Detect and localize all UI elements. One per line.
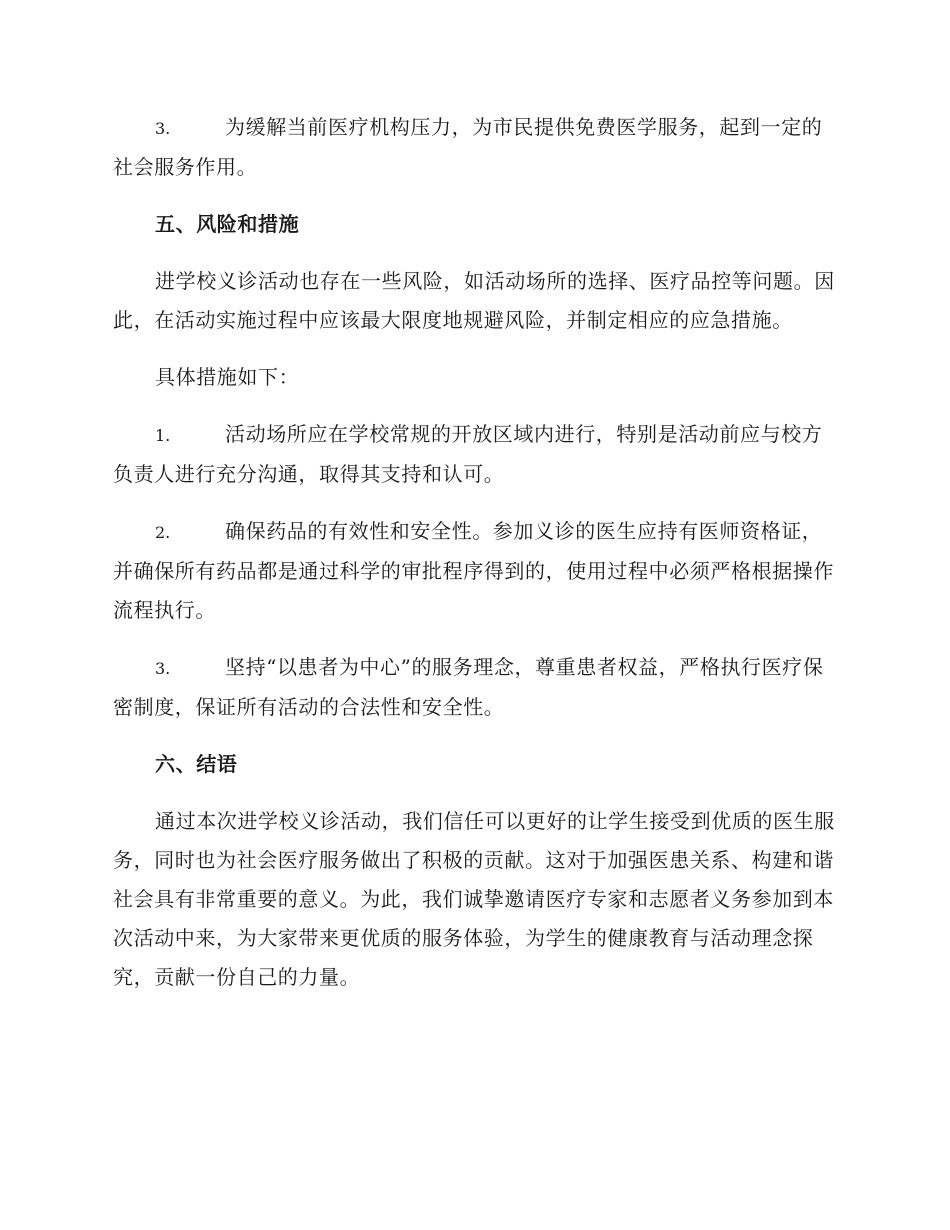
document-body	[113, 108, 835, 1015]
paragraph-measures-label: 具体措施如下：	[155, 365, 300, 389]
list-item-number: 3.	[155, 119, 171, 138]
paragraph-conclusion: 通过本次进学校义诊活动，我们信任可以更好的让学生接受到优质的医生服务，同时也为社会医疗服务做出了积极的贡献。这对于加强医患关系、构建和谐社会具有非常重要的意义。为此，我们诚挚邀请医疗专家和志愿者义务参加到本次活动中来，为大家带来更优质的服务体验，为学生的健康教育与活动理念探究，贡献一份自己的力量。	[113, 809, 835, 989]
list-item-number: 3.	[155, 659, 171, 678]
list-item	[113, 512, 835, 630]
list-item	[113, 108, 835, 187]
list-item	[113, 415, 835, 494]
list-item-text: 为缓解当前医疗机构压力，为市民提供免费医学服务，起到一定的社会服务作用。	[113, 115, 823, 179]
paragraph-risks-intro: 进学校义诊活动也存在一些风险，如活动场所的选择、医疗品控等问题。因此，在活动实施过程中应该最大限度地规避风险，并制定相应的应急措施。	[113, 269, 835, 332]
section-heading-conclusion: 六、结语	[155, 752, 238, 776]
list-item-text: 活动场所应在学校常规的开放区域内进行，特别是活动前应与校方负责人进行充分沟通，取得其支持和认可。	[113, 422, 823, 486]
list-item-text: 确保药品的有效性和安全性。参加义诊的医生应持有医师资格证，并确保所有药品都是通过科学的审批程序得到的，使用过程中必须严格根据操作流程执行。	[113, 519, 834, 622]
section-heading-risks: 五、风险和措施	[155, 212, 300, 236]
list-item	[113, 648, 835, 727]
list-item-number: 2.	[155, 523, 171, 542]
list-item-number: 1.	[155, 426, 171, 445]
list-item-text: 坚持“以患者为中心”的服务理念，尊重患者权益，严格执行医疗保密制度，保证所有活动的合法性和安全性。	[113, 655, 824, 719]
